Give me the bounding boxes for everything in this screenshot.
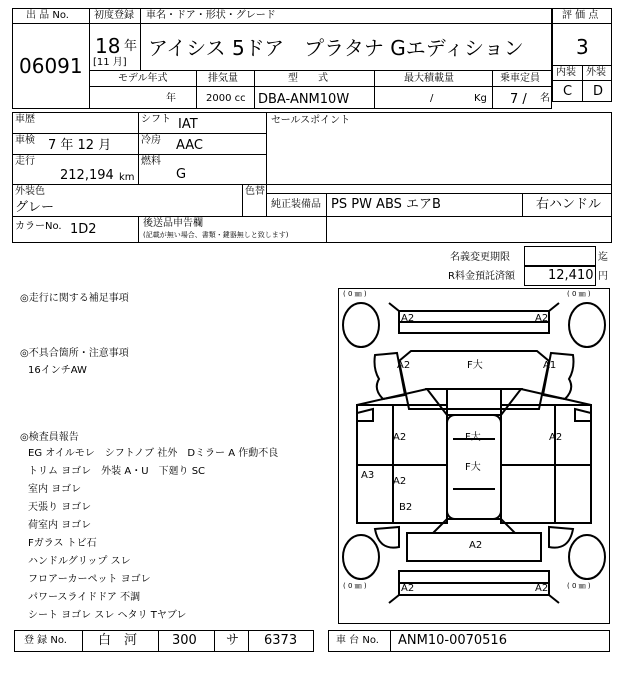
damage-mark: A2 xyxy=(401,313,415,324)
inspector-line: Fガラス トビ石 xyxy=(28,538,97,549)
model-year-unit: 年 xyxy=(166,93,176,104)
defects-value: 16インチAW xyxy=(28,365,87,376)
load-label: 最大積載量 xyxy=(404,73,454,84)
capacity-unit: 名 xyxy=(540,93,550,104)
color-no-value: 1D2 xyxy=(70,222,97,237)
lot-no: 06091 xyxy=(19,54,83,78)
color-no-label: カラーNo. xyxy=(15,221,62,232)
name-change-unit: 迄 xyxy=(598,252,608,263)
damage-mark: A1 xyxy=(543,360,557,371)
exterior-label: 外装 xyxy=(586,67,606,78)
damage-mark: A3 xyxy=(361,470,375,481)
damage-mark: A2 xyxy=(535,313,549,324)
recycle-value: 12,410 xyxy=(548,268,594,283)
tire-label-rl: ( 0 ㎜ ) xyxy=(343,582,367,590)
first-reg-month: [11 月] xyxy=(93,57,127,68)
inspector-line: シート ヨゴレ スレ ヘタリ Tヤブレ xyxy=(28,610,187,621)
reg-area: 白 河 xyxy=(98,633,138,648)
inspector-line: パワースライドドア 不調 xyxy=(28,592,141,603)
repaint-label: 色替 xyxy=(245,186,265,197)
ac-label: 冷房 xyxy=(141,135,161,146)
lot-no-label: 出 品 No. xyxy=(26,10,69,21)
capacity-value: 7 / xyxy=(510,92,527,107)
reg-number: 6373 xyxy=(264,633,298,648)
score-label: 評 価 点 xyxy=(562,10,599,21)
tire-label-fr: ( 0 ㎜ ) xyxy=(567,290,591,298)
load-unit: Kg xyxy=(474,93,487,104)
damage-mark: F大 xyxy=(467,360,483,371)
damage-mark: A2 xyxy=(393,476,407,487)
interior-grade: C xyxy=(563,84,573,99)
damage-mark: A2 xyxy=(549,432,563,443)
ac-value: AAC xyxy=(176,138,203,153)
interior-label: 内装 xyxy=(556,67,576,78)
fuel-label: 燃料 xyxy=(141,156,161,167)
tire-label-fl: ( 0 ㎜ ) xyxy=(343,290,367,298)
inspection-label: 車検 xyxy=(15,135,35,146)
shift-label: シフト xyxy=(141,114,171,125)
damage-mark: A2 xyxy=(535,583,549,594)
inspector-line: ハンドルグリップ スレ xyxy=(28,556,131,567)
first-reg-year-unit: 年 xyxy=(124,39,138,54)
reg-label: 登 録 No. xyxy=(24,635,67,646)
history-label: 車歴 xyxy=(15,114,35,125)
post-label: 後送品申告欄 xyxy=(143,218,203,229)
damage-mark: A2 xyxy=(401,583,415,594)
recycle-label: R料金預託済額 xyxy=(448,271,515,282)
damage-mark: B2 xyxy=(399,502,413,513)
first-reg-year: 18 xyxy=(95,34,121,58)
post-note: (記載が無い場合、書類・鍵器無しと致します) xyxy=(143,231,289,239)
inspector-line: 室内 ヨゴレ xyxy=(28,484,82,495)
mileage-unit: km xyxy=(119,172,135,183)
equipment-value: PS PW ABS エアB xyxy=(331,197,441,212)
damage-mark: F大 xyxy=(465,462,481,473)
recycle-unit: 円 xyxy=(598,271,608,282)
ext-color-label: 外装色 xyxy=(15,186,45,197)
reg-kana: サ xyxy=(226,633,240,648)
name-change-label: 名義変更期限 xyxy=(450,252,510,263)
type-label: 型 式 xyxy=(288,73,328,84)
car-name: アイシス 5ドア プラタナ Gエディション xyxy=(148,36,524,60)
tire-label-rr: ( 0 ㎜ ) xyxy=(567,582,591,590)
model-year-label: モデル年式 xyxy=(118,73,168,84)
score-value: 3 xyxy=(576,35,589,59)
damage-mark: A2 xyxy=(397,360,411,371)
driving-notes-title: ◎走行に関する補足事項 xyxy=(20,293,129,304)
selling-points-label: セールスポイント xyxy=(271,115,351,126)
mileage-label: 走行 xyxy=(15,156,35,167)
chassis-label: 車 台 No. xyxy=(336,635,379,646)
inspector-title: ◎検査員報告 xyxy=(20,432,79,443)
damage-mark: A2 xyxy=(393,432,407,443)
shift-value: IAT xyxy=(178,117,198,132)
handle-value: 右ハンドル xyxy=(536,197,602,212)
car-name-label: 車名・ドア・形状・グレード xyxy=(146,10,276,21)
equipment-label: 純正装備品 xyxy=(271,199,321,210)
capacity-label: 乗車定員 xyxy=(500,73,540,84)
first-reg-label: 初度登録 xyxy=(94,10,134,21)
load-slash: / xyxy=(430,93,434,104)
damage-diagram xyxy=(338,288,610,624)
chassis-value: ANM10-0070516 xyxy=(398,633,507,648)
displacement-label: 排気量 xyxy=(208,73,238,84)
damage-mark: F大 xyxy=(465,432,481,443)
inspector-line: EG オイルモレ シフトノブ 社外 Dミラー A 作動不良 xyxy=(28,448,279,459)
inspection-value: 7 年 12 月 xyxy=(48,138,112,153)
ext-color-value: グレー xyxy=(15,200,55,215)
defects-title: ◎不具合箇所・注意事項 xyxy=(20,348,129,359)
car-outline xyxy=(339,289,609,623)
type-value: DBA-ANM10W xyxy=(258,92,350,107)
inspector-line: トリム ヨゴレ 外装 A・U 下廻り SC xyxy=(28,466,206,477)
exterior-grade: D xyxy=(593,84,604,99)
inspector-line: 荷室内 ヨゴレ xyxy=(28,520,92,531)
damage-mark: A2 xyxy=(469,540,483,551)
mileage-value: 212,194 xyxy=(60,168,114,183)
reg-class: 300 xyxy=(172,633,197,648)
inspector-line: フロアーカーペット ヨゴレ xyxy=(28,574,151,585)
fuel-value: G xyxy=(176,167,187,182)
inspector-line: 天張り ヨゴレ xyxy=(28,502,92,513)
displacement-value: 2000 cc xyxy=(206,93,246,104)
name-change-box xyxy=(524,246,596,266)
